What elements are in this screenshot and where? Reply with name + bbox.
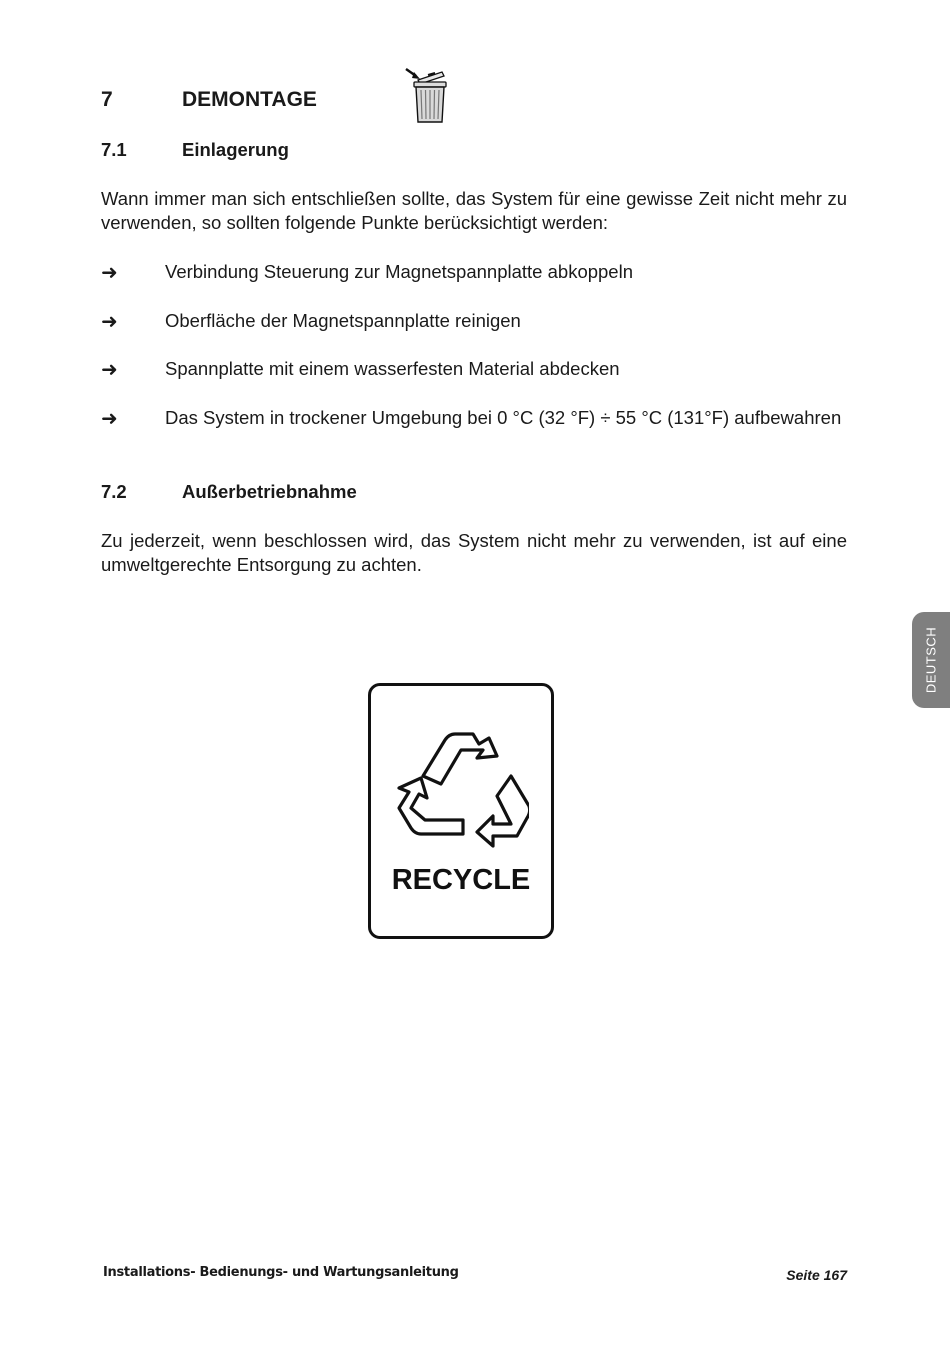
language-tab	[912, 612, 950, 708]
trash-bin-icon	[402, 64, 452, 126]
arrow-bullet-icon: ➜	[101, 359, 118, 381]
disposal-paragraph: Zu jederzeit, wenn beschlossen wird, das System nicht mehr zu verwenden, ist auf eine umweltgerechte Entsorgung zu achten.	[101, 530, 847, 575]
section-number: 7	[101, 88, 113, 111]
footer-document-title: Installations- Bedienungs- und Wartungsanleitung	[103, 1265, 459, 1280]
list-item: Verbindung Steuerung zur Magnetspannplatte abkoppeln	[165, 261, 633, 282]
subsection-title: Einlagerung	[182, 139, 289, 160]
arrow-bullet-icon: ➜	[101, 311, 118, 333]
recycle-sign	[368, 683, 554, 939]
subsection-title: Außerbetriebnahme	[182, 481, 357, 502]
arrow-bullet-icon: ➜	[101, 262, 118, 284]
list-item: Spannplatte mit einem wasserfesten Material abdecken	[165, 358, 620, 379]
recycle-icon	[393, 722, 529, 862]
list-item: Oberfläche der Magnetspannplatte reinigen	[165, 310, 521, 331]
intro-paragraph: Wann immer man sich entschließen sollte, das System für eine gewisse Zeit nicht mehr zu verwenden, so sollten folgende Punkte berücksichtigt werden:	[101, 188, 847, 233]
section-title: DEMONTAGE	[182, 88, 317, 111]
arrow-bullet-icon: ➜	[101, 408, 118, 430]
language-tab-label: DEUTSCH	[923, 626, 939, 694]
recycle-label: RECYCLE	[391, 864, 531, 896]
list-item: Das System in trockener Umgebung bei 0 °C (32 °F) ÷ 55 °C (131°F) aufbewahren	[165, 407, 842, 428]
page-number: Seite 167	[786, 1267, 847, 1283]
subsection-number: 7.2	[101, 481, 127, 502]
subsection-number: 7.1	[101, 139, 127, 160]
